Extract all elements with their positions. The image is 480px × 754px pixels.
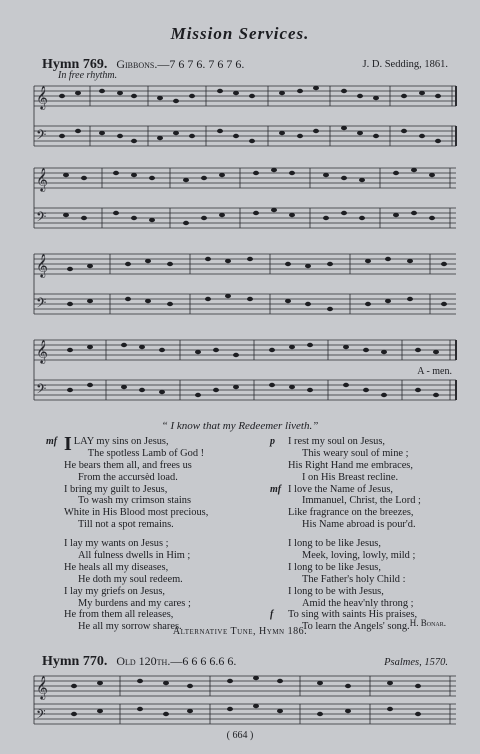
verse-text: The Father's holy Child : (302, 573, 406, 585)
verse-text: He heals all my diseases, (64, 561, 169, 573)
verse-line (288, 550, 458, 562)
verse-line (270, 483, 458, 496)
verse-line (288, 538, 458, 550)
drop-cap: I (64, 433, 72, 455)
hymn-770-author: Psalmes, 1570. (384, 657, 448, 668)
verse-text: White in His Blood most precious, (64, 507, 209, 519)
verse-line (288, 574, 458, 586)
hymn-769-tune: Gibbons.—7 6 7 6. 7 6 7 6. (116, 57, 245, 71)
dynamic-marking: mf (270, 483, 282, 495)
verse-text: I long to be with Jesus, (288, 585, 384, 597)
verse-text: From the accursèd load. (78, 471, 178, 483)
author-signature: H. Bonar. (409, 618, 446, 628)
verse-line (64, 507, 264, 519)
verse-text: This weary soul of mine ; (302, 447, 409, 459)
verse-text: His Name abroad is pour'd. (302, 519, 416, 531)
page-number: ( 664 ) (226, 730, 254, 741)
hymn-770-tune: Old 120th.—6 6 6 6.6 6. (116, 654, 237, 668)
svg-text:𝄢: 𝄢 (36, 709, 46, 725)
verse-line (288, 472, 458, 484)
verse-text: He bears them all, and frees us (64, 459, 192, 471)
verse-line (64, 460, 264, 472)
stanza-gap (288, 531, 458, 538)
verse-text: His Right Hand me embraces, (288, 459, 413, 471)
music-system-1 (30, 80, 460, 152)
verse-text: I lay my wants on Jesus ; (64, 538, 169, 550)
verse-text: I lay my griefs on Jesus, (64, 585, 166, 597)
dynamic-marking: f (270, 609, 274, 621)
verse-line (270, 436, 458, 448)
verse-text: To wash my crimson stains (78, 495, 191, 507)
svg-text:𝄞: 𝄞 (36, 341, 48, 363)
music-system-5 (30, 670, 460, 726)
dynamic-marking: p (270, 436, 275, 447)
verse-line (288, 586, 458, 598)
hymn-769-author: J. D. Sedding, 1861. (362, 59, 448, 70)
verse-line (64, 519, 264, 531)
svg-text:𝄢: 𝄢 (36, 129, 47, 146)
verse-text: I long to be like Jesus, (288, 538, 381, 550)
verse-line (64, 609, 264, 621)
svg-text:𝄢: 𝄢 (36, 297, 47, 314)
verse-line (288, 460, 458, 472)
music-system-4 (30, 334, 460, 406)
verse-line (64, 562, 264, 574)
verse-line (64, 550, 264, 562)
verse-text: Till not a spot remains. (78, 519, 174, 531)
verse-text: I on His Breast recline. (302, 471, 399, 483)
verse-text: Immanuel, Christ, the Lord ; (302, 495, 421, 507)
verse-line (64, 448, 264, 460)
verse-text: He doth my soul redeem. (78, 573, 183, 585)
verse-text: All fulness dwells in Him ; (78, 550, 191, 562)
verse-line (288, 495, 458, 507)
verse-line (64, 574, 264, 586)
verse-line (288, 598, 458, 610)
svg-text:𝄞: 𝄞 (36, 255, 48, 277)
verse-text: He from them all releases, (64, 609, 174, 621)
verse-text: I long to be like Jesus, (288, 561, 381, 573)
verses-left-column (46, 433, 264, 633)
music-system-3 (30, 248, 460, 320)
rhythm-note: In free rhythm. (58, 70, 118, 81)
stanza-gap (64, 531, 264, 538)
verse-line (64, 484, 264, 496)
verse-text: Amid the heav'nly throng ; (302, 597, 414, 609)
hymn-770-header (42, 654, 236, 670)
verse-text: The spotless Lamb of God ! (87, 447, 205, 459)
dynamic-marking: mf (46, 436, 58, 447)
hymn-769-number: Hymn 769. (42, 57, 108, 72)
verse-line (64, 472, 264, 484)
svg-text:𝄢: 𝄢 (36, 211, 47, 228)
verse-text: I love the Name of Jesus, (288, 483, 394, 495)
verse-line (288, 519, 458, 531)
svg-text:𝄢: 𝄢 (36, 383, 47, 400)
verse-line (288, 448, 458, 460)
verse-line (288, 507, 458, 519)
verse-text: My burdens and my cares ; (78, 597, 191, 609)
verse-text: To learn the Angels' song. (302, 621, 410, 633)
verse-text: LAY my sins on Jesus, (73, 436, 169, 447)
svg-text:𝄞: 𝄞 (36, 169, 48, 191)
section-title: Mission Services. (170, 24, 310, 43)
verse-line (64, 538, 264, 550)
amen-label: A - men. (417, 366, 452, 377)
svg-text:𝄞: 𝄞 (36, 87, 48, 109)
scripture-quote: “ I know that my Redeemer liveth.” (161, 420, 319, 432)
verse-text: Meek, loving, lowly, mild ; (302, 550, 416, 562)
music-system-2 (30, 162, 460, 234)
verse-text: Like fragrance on the breezes, (288, 507, 414, 519)
verse-text: To sing with saints His praises, (288, 609, 418, 621)
alternative-tune: Alternative Tune, Hymn 186. (172, 626, 308, 637)
verse-line (64, 586, 264, 598)
verse-text: I bring my guilt to Jesus, (64, 483, 168, 495)
verse-text: I rest my soul on Jesus, (288, 436, 385, 447)
verse-text: He all my sorrow shares. (78, 621, 182, 633)
verse-line (64, 495, 264, 507)
verse-line (64, 598, 264, 610)
verse-line (288, 562, 458, 574)
svg-text:𝄞: 𝄞 (36, 677, 48, 699)
verses-right-column (270, 436, 458, 633)
hymn-770-number: Hymn 770. (42, 654, 108, 669)
